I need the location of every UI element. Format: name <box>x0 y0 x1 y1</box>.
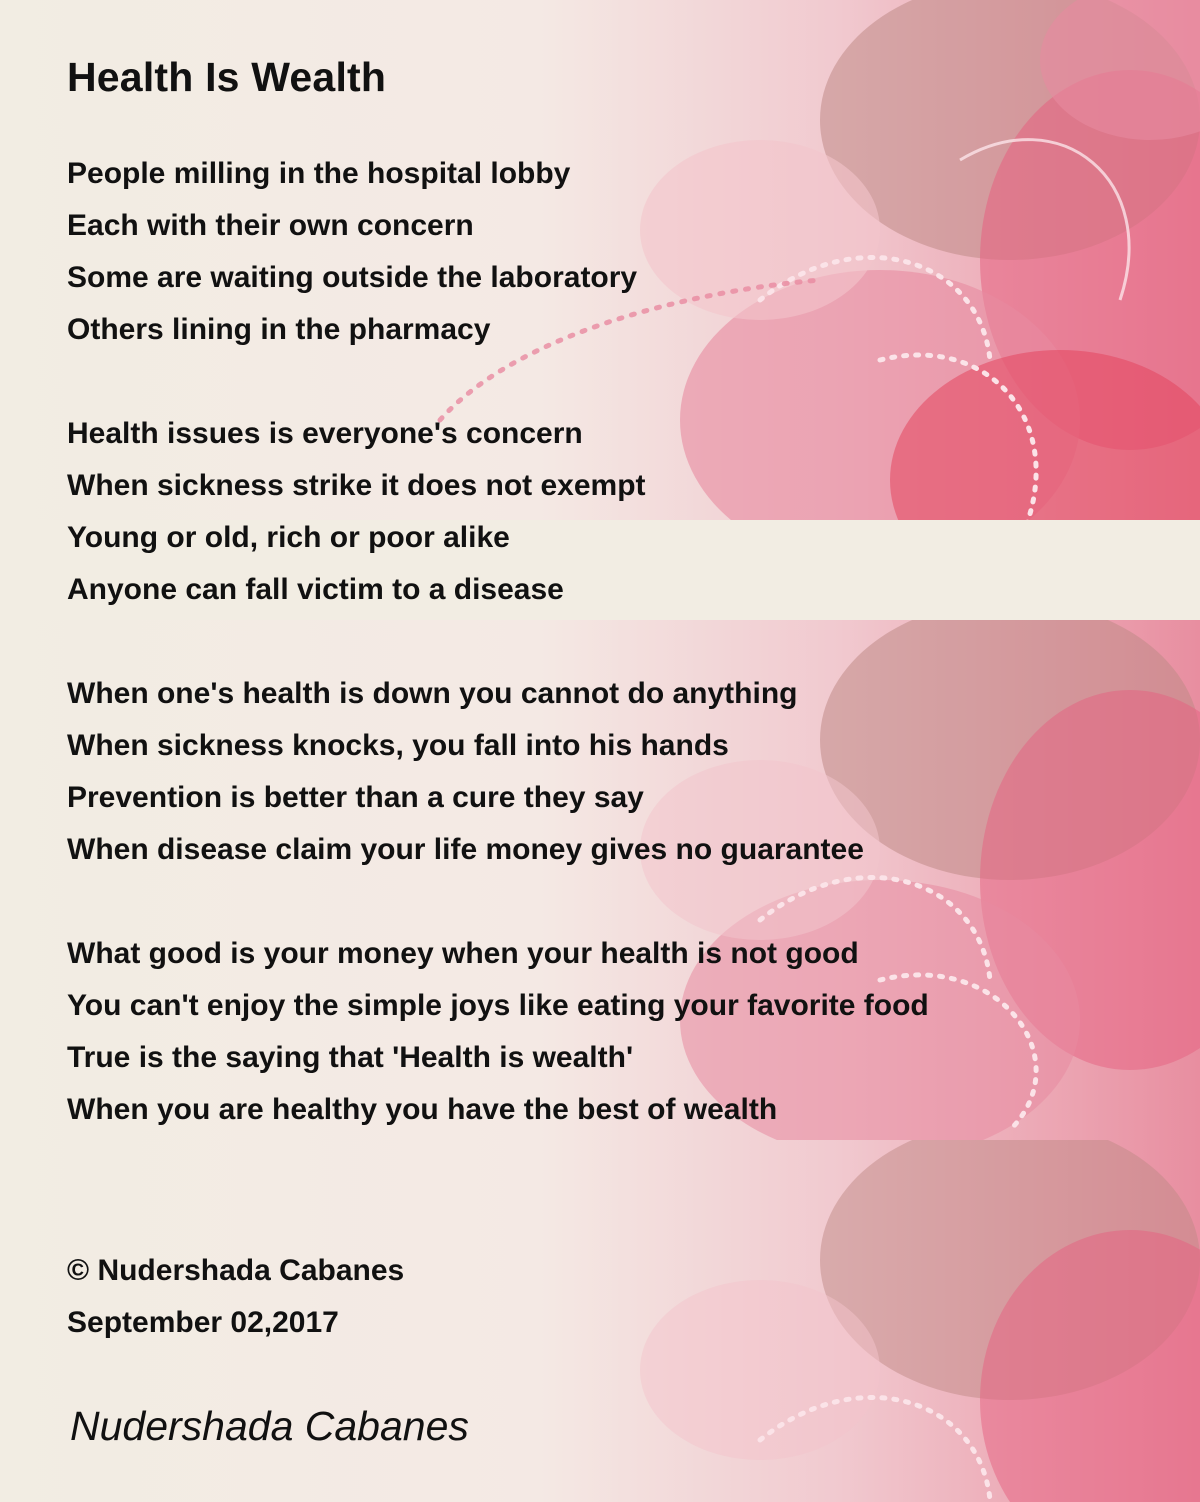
poem-line: Prevention is better than a cure they say <box>67 781 644 814</box>
poem-line: Health issues is everyone's concern <box>67 417 583 450</box>
poem-line: When sickness knocks, you fall into his hands <box>67 729 729 762</box>
poem-line: When you are healthy you have the best of wealth <box>67 1093 778 1126</box>
poem-line: When one's health is down you cannot do anything <box>67 677 798 710</box>
poem-line: True is the saying that 'Health is wealth' <box>67 1041 634 1074</box>
poem-line: Some are waiting outside the laboratory <box>67 261 638 294</box>
poem-line: What good is your money when your health is not good <box>67 937 859 970</box>
poem-line: When disease claim your life money gives no guarantee <box>67 833 864 866</box>
poem-line: Each with their own concern <box>67 209 474 242</box>
author-signature: Nudershada Cabanes <box>70 1403 469 1449</box>
publish-date: September 02,2017 <box>67 1306 339 1339</box>
stanza-1 <box>67 148 637 356</box>
copyright-notice: © Nudershada Cabanes <box>67 1254 405 1287</box>
poem-line: Others lining in the pharmacy <box>67 313 491 346</box>
stanza-2 <box>67 408 646 616</box>
stanza-4 <box>67 928 929 1136</box>
poem-line: Young or old, rich or poor alike <box>67 521 510 554</box>
poem-line: When sickness strike it does not exempt <box>67 469 646 502</box>
poem-line: Anyone can fall victim to a disease <box>67 573 564 606</box>
poem-title: Health Is Wealth <box>67 54 387 100</box>
poem-line: People milling in the hospital lobby <box>67 157 571 190</box>
poem-line: You can't enjoy the simple joys like eating your favorite food <box>67 989 929 1022</box>
stanza-3 <box>67 668 864 876</box>
